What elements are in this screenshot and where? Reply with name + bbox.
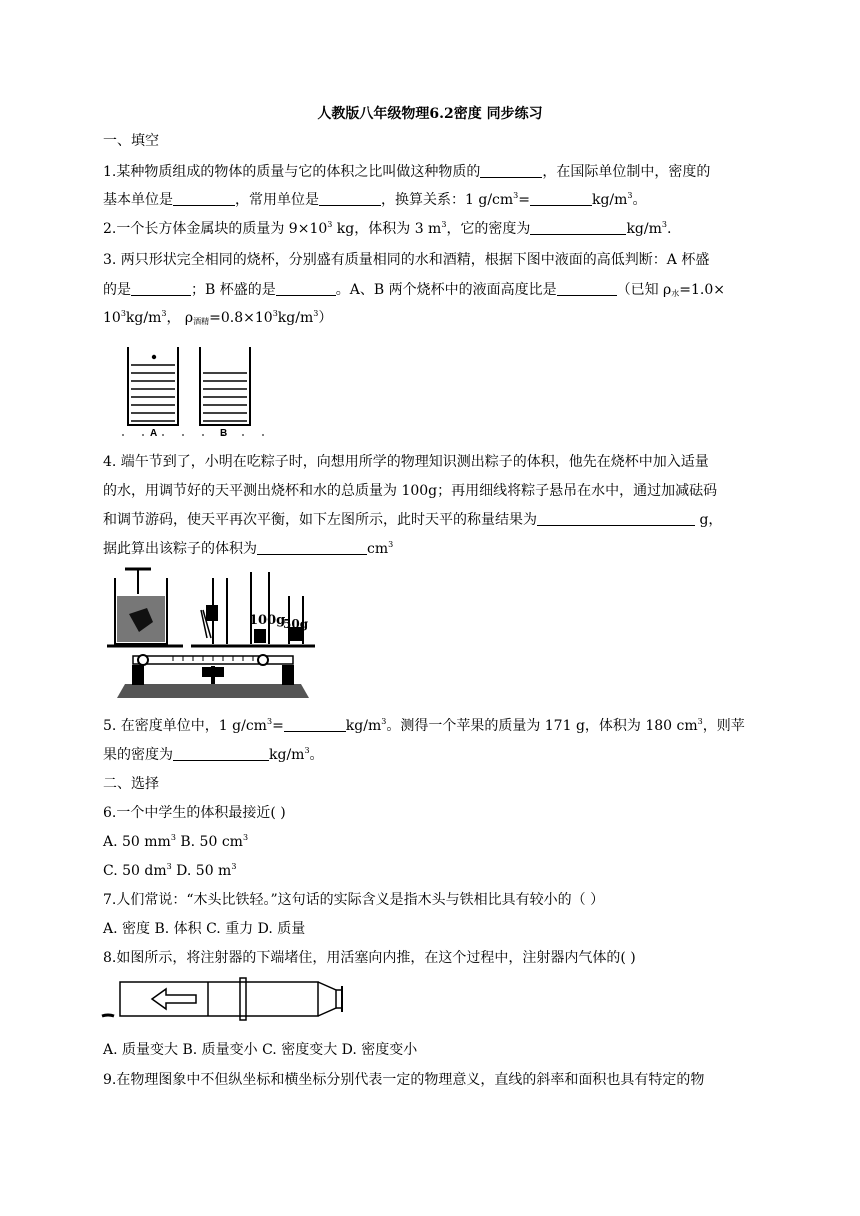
question-6-options-2[interactable]: C. 50 $dm^3$ D. 50 $m^3$ xyxy=(103,862,237,879)
section-heading-choice: 二、选择 xyxy=(103,776,159,792)
question-8-stem: 8.如图所示，将注射器的下端堵住，用活塞向内推，在这个过程中，注射器内气体的( ) xyxy=(103,950,636,966)
beakers-figure xyxy=(120,343,280,438)
page-title: 人教版八年级物理6.2密度 同步练习 xyxy=(317,106,543,122)
answer-blank[interactable] xyxy=(557,281,617,296)
question-5-line-1: 5. 在密度单位中，1 $g/cm^3= kg/m^3$。测得一个苹果的质量为 171 g，体积为 180 $cm^3$，则苹 xyxy=(103,717,745,734)
answer-blank[interactable] xyxy=(480,163,542,178)
section-heading-fill: 一、填空 xyxy=(103,133,159,149)
answer-blank[interactable] xyxy=(530,220,626,235)
question-1-line-2: 基本单位是 ，常用单位是 ，换算关系：1 $g/cm^3= kg/m^3$。 xyxy=(103,191,647,208)
answer-blank[interactable] xyxy=(319,191,381,206)
beaker-b-label: B xyxy=(220,428,228,438)
question-3-line-3: $10^3kg/m^3$， $\rho_{酒精}=0.8\times 10^3kg/m^3$） xyxy=(103,309,333,326)
question-6-stem: 6.一个中学生的体积最接近( ) xyxy=(103,805,286,821)
answer-blank[interactable] xyxy=(257,540,367,555)
question-3-line-1: 3. 两只形状完全相同的烧杯，分别盛有质量相同的水和酒精，根据下图中液面的高低判断：A 杯盛 xyxy=(103,252,710,268)
answer-blank[interactable] xyxy=(537,511,695,526)
syringe-figure xyxy=(100,976,350,1024)
question-7-stem: 7.人们常说：“木头比铁轻。”这句话的实际含义是指木头与铁相比具有较小的（ ） xyxy=(103,892,605,908)
balance-figure xyxy=(103,566,323,702)
answer-blank[interactable] xyxy=(284,717,346,732)
question-4-line-4: 据此算出该粽子的体积为 $cm^3$ xyxy=(103,540,394,557)
question-5-line-2: 果的密度为 $kg/m^3$。 xyxy=(103,746,324,763)
question-4-line-3: 和调节游码，使天平再次平衡，如下左图所示，此时天平的称量结果为 g， xyxy=(103,512,723,528)
question-3-line-2: 的是 ；B 杯盛的是 。A、B 两个烧杯中的液面高度比是 （已知 $\rho_水=1.0\times$ xyxy=(103,282,726,298)
weight-label-50g: 50g xyxy=(283,617,309,631)
question-4-line-1: 4. 端午节到了，小明在吃粽子时，向想用所学的物理知识测出粽子的体积，他先在烧杯中加入适量 xyxy=(103,454,709,470)
beaker-a xyxy=(128,347,178,425)
weight-label-100g: 100g xyxy=(249,613,286,628)
question-6-options-1[interactable]: A. 50 $mm^3$ B. 50 $cm^3$ xyxy=(103,833,249,850)
answer-blank[interactable] xyxy=(173,746,269,761)
question-7-options[interactable]: A. 密度 B. 体积 C. 重力 D. 质量 xyxy=(103,921,306,937)
question-4-line-2: 的水，用调节好的天平测出烧杯和水的总质量为 100g；再用细线将粽子悬吊在水中，通过加减砝码 xyxy=(103,483,718,499)
balance-scale xyxy=(107,569,315,698)
question-2: 2.一个长方体金属块的质量为 $9\times 10^3$ kg，体积为 3 $m^3$，它的密度为 $kg/m^3$. xyxy=(103,220,672,237)
question-8-options[interactable]: A. 质量变大 B. 质量变小 C. 密度变大 D. 密度变小 xyxy=(103,1042,418,1058)
answer-blank[interactable] xyxy=(276,281,336,296)
answer-blank[interactable] xyxy=(530,191,592,206)
answer-blank[interactable] xyxy=(173,191,235,206)
beaker-b xyxy=(200,347,250,425)
question-1-line-1: 1.某种物质组成的物体的质量与它的体积之比叫做这种物质的 ，在国际单位制中，密度的 xyxy=(103,164,711,180)
question-9-stem: 9.在物理图象中不但纵坐标和横坐标分别代表一定的物理意义，直线的斜率和面积也具有特定的物 xyxy=(103,1072,705,1088)
beaker-a-label: A xyxy=(150,428,158,438)
answer-blank[interactable] xyxy=(131,281,191,296)
